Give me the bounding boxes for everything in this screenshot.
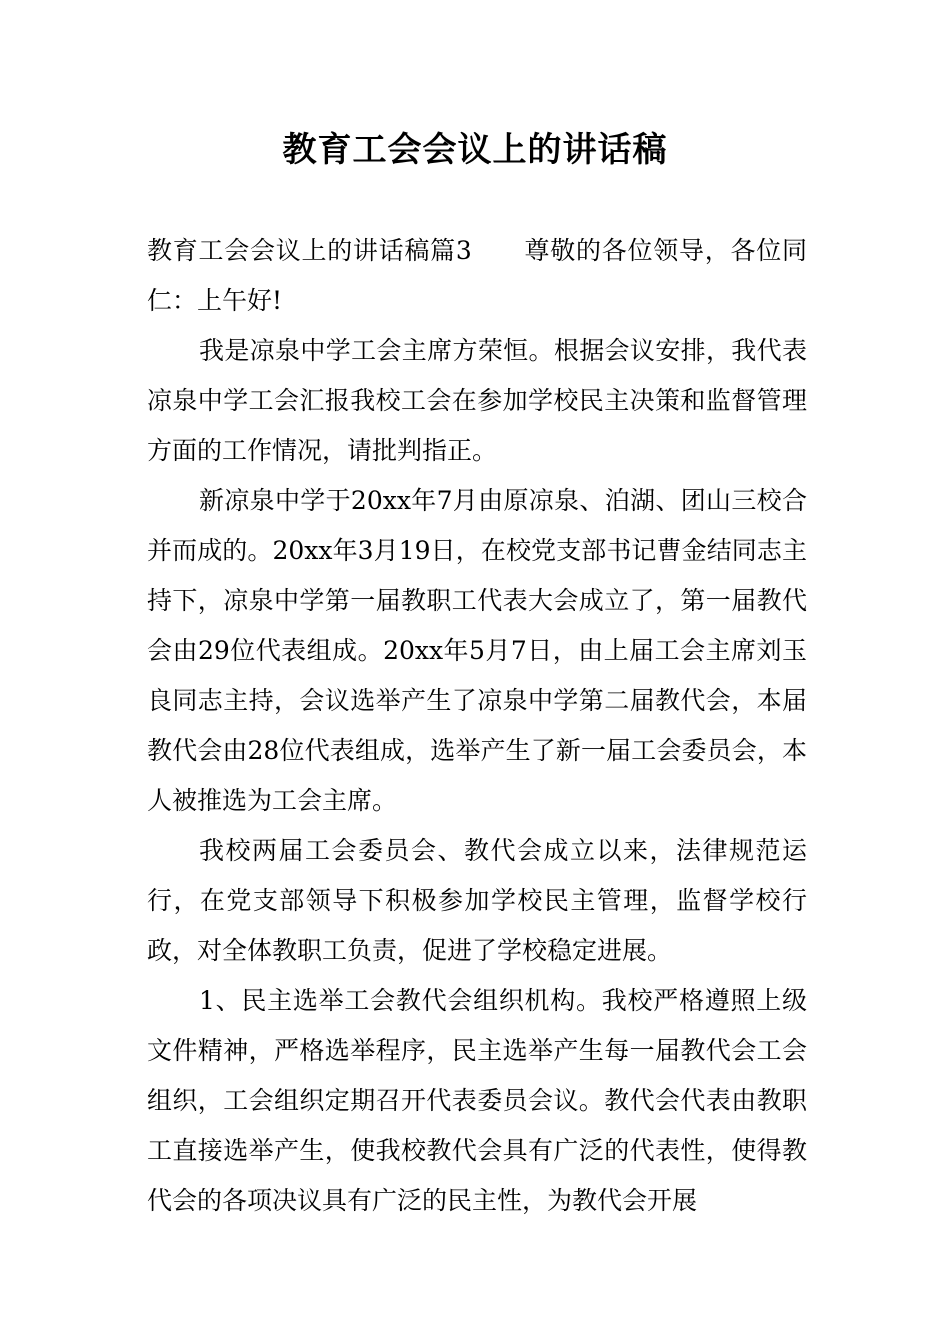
body-paragraph-1: 我是凉泉中学工会主席方荣恒。根据会议安排，我代表凉泉中学工会汇报我校工会在参加学校民主决策和监督管理方面的工作情况，请批判指正。 — [147, 336, 807, 465]
intro-heading: 教育工会会议上的讲话稿篇3 — [147, 236, 472, 265]
intro-greeting: 尊敬的各位领导，各位同仁：上午好! — [147, 236, 807, 315]
body-paragraph-4: 1、民主选举工会教代会组织机构。我校严格遵照上级文件精神，严格选举程序，民主选举产生每一届教代会工会组织，工会组织定期召开代表委员会议。教代会代表由教职工直接选举产生，使我校教代会具有广泛的代表性，使得教代会的各项决议具有广泛的民主性，为教代会开展 — [147, 986, 807, 1215]
body-paragraph-2: 新凉泉中学于20xx年7月由原凉泉、泊湖、团山三校合并而成的。20xx年3月19日，在校党支部书记曹金结同志主持下，凉泉中学第一届教职工代表大会成立了，第一届教代会由29位代表组成。20xx年5月7日，由上届工会主席刘玉良同志主持，会议选举产生了凉泉中学第二届教代会，本届教代会由28位代表组成，选举产生了新一届工会委员会，本人被推选为工会主席。 — [147, 486, 807, 815]
document-body — [147, 226, 807, 1226]
intro-paragraph — [147, 226, 807, 326]
body-paragraph-3: 我校两届工会委员会、教代会成立以来，法律规范运行，在党支部领导下积极参加学校民主管理，监督学校行政，对全体教职工负责，促进了学校稳定进展。 — [147, 836, 807, 965]
document-title: 教育工会会议上的讲话稿 — [282, 130, 668, 170]
